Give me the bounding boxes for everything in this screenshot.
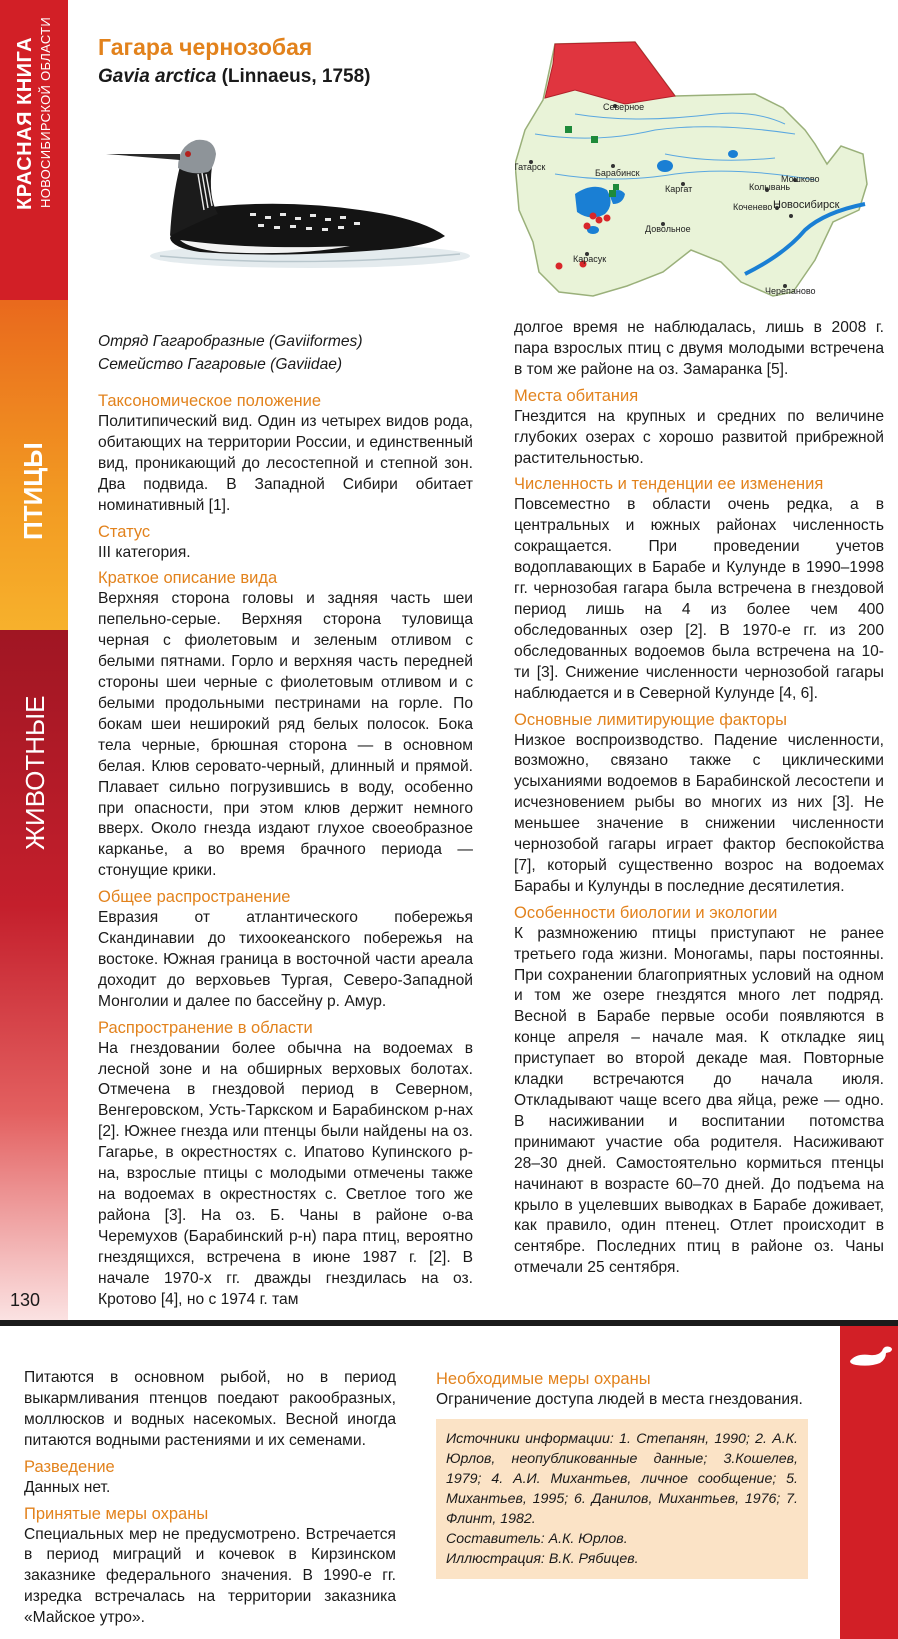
sources-illustration: Иллюстрация: В.К. Рябицев. [446,1550,639,1567]
sources-text: Источники информации: 1. Степанян, 1990; 2. А.К. Юрлов, неопубликованные данные; 3.Кошелев, 1979; 4. А.И. Михантьев, личное сообщение; 5. Михантьев, 1995; 6. Данилов, Михантьев, 1976; 7. Флинт, 1982. [446,1430,798,1527]
species-title: Гагара чернозобая [98,34,313,60]
heading-regional-range: Распространение в области [98,1018,313,1037]
map-label-barabinsk: Барабинск [595,168,640,178]
section-label-animals: ЖИВОТНЫЕ [20,695,50,850]
heading-taxonomic: Таксономическое положение [98,392,322,410]
heading-population: Численность и тенденции ее изменения [514,475,824,494]
book-region: НОВОСИБИРСКОЙ ОБЛАСТИ [38,17,53,208]
text-breeding: Данных нет. [24,1478,111,1496]
heading-general-range: Общее распространение [98,888,291,907]
text-limiting: Низкое воспроизводство. Падение численности, возможно, связано также с циклическими усыханиями водоемов в Барабинской лесостепи и исчезновением рыбы во многих из них [3]. Не меньшее значение в снижении численности чернозобой гагары играет фактор беспокойства [7], который существенно возрос на водоемах Барабы и Кулунды в последние десятилетия. [514,731,884,895]
taxon-family: Семейство Гагаровые (Gaviidae) [98,356,343,373]
heading-measures-needed: Необходимые меры охраны [436,1370,651,1388]
text-regional-range-continued: долгое время не наблюдалась, лишь в 2008 г. пара взрослых птиц с двумя молодыми встречена в том же районе на оз. Замаранка [5]. [514,319,884,378]
map-label-kochenevo: Коченево [733,202,773,212]
map-label-kolyvan: Колывань [749,182,791,192]
sources-box [436,1419,808,1579]
map-label-karasuk: Карасук [573,254,607,264]
left-column [98,330,473,1310]
bottom-left-column [24,1368,396,1629]
heading-description: Краткое описание вида [98,569,278,588]
heading-habitat: Места обитания [514,386,639,405]
text-measures-needed: Ограничение доступа людей в места гнездования. [436,1391,803,1408]
distribution-map [515,34,885,312]
loon-illustration [100,118,470,288]
heading-limiting: Основные лимитирующие факторы [514,710,787,729]
map-label-moshkovo: Мошково [781,174,820,184]
latin-name [98,66,370,88]
map-label-cherepanovo: Черепаново [765,286,816,296]
heading-breeding: Разведение [24,1457,115,1476]
latin-binomial: Gavia arctica [98,66,217,87]
text-feeding: Питаются в основном рыбой, но в период выкармливания птенцов поедают ракообразных, моллюсков и водных насекомых. Весной иногда питаются водными растениями и их семенами. [24,1369,396,1449]
duck-icon [848,1343,894,1374]
sources-compiler: Составитель: А.К. Юрлов. [446,1530,628,1547]
taxon-order: Отряд Гагаробразные (Gaviiformes) [98,333,363,350]
book-title: КРАСНАЯ КНИГА [14,36,36,210]
latin-author: (Linnaeus, 1758) [216,66,371,87]
bottom-right-column [436,1368,808,1579]
map-label-tatarsk: Татарск [515,162,546,172]
text-regional-range: На гнездовании более обычна на водоемах в лесной зоне и на обширных верховых болотах. Отмечена в гнездовой период в Северном, Венгеровском, Усть-Таркском и Барабинском р-нах [2]. Южнее гнезда или птенцы были найдены на оз. Гагарье, в окрестностях с. Ипатово Купинского р-на, взрослые птицы с молодыми отмечены также на водоемах в окрестностях с. Светлое того же района [3]. На оз. Б. Чаны в районе о-ва Черемухов (Барабинский р-н) пара птиц, вероятно гнездящихся, встречена в июне 1987 г. [2]. В начале 1970-х гг. дважды гнездилась на оз. Кротово [4], но с 1974 г. там [98,1039,473,1308]
heading-biology: Особенности биологии и экологии [514,903,778,922]
text-habitat: Гнездится на крупных и средних по величине глубоких озерах с хорошо развитой прибрежной растительностью. [514,407,884,467]
map-label-severnoe: Северное [603,102,645,112]
text-status: III категория. [98,543,191,561]
page-divider [0,1320,898,1326]
text-biology: К размножению птицы приступают не ранее третьего года жизни. Моногамы, пары постоянны. При сохранении благоприятных условий на одном и том же озере гнездятся много лет подряд. Весной в Барабе первые особи появляются в конце апреля – начале мая. К откладке яиц приступает во второй декаде мая. Повторные кладки встречаются до начала июля. Откладывают чаще всего два яйца, реже — одно. В насиживании и воспитании потомства принимают участие оба родителя. Насиживают 28–30 дней. Самостоятельно кормиться птенцы начинают в возрасте 60–70 дней. До подъема на крыло в уцелевших выводках в Барабе доживает, как правило, один птенец. Отлет происходит в сентябре. Последних птиц в районе оз. Чаны отмечали 25 сентября. [514,924,884,1277]
section-label-birds: ПТИЦЫ [18,442,48,540]
heading-measures-taken: Принятые меры охраны [24,1504,209,1523]
page-number: 130 [10,1290,41,1310]
heading-status: Статус [98,522,151,541]
text-general-range: Евразия от атлантического побережья Скандинавии до тихоокеанского побережья на востоке. Южная граница в восточной части ареала доходит до верховьев Тургая, Северо-Западной Монголии и далее по бассейну р. Амур. [98,909,473,1010]
text-taxonomic: Политипический вид. Один из четырех видов рода, обитающих на территории России, и единственный вид, проникающий до лесостепной и степной зон. Два подвида. В Западной Сибири обитает номинативный [1]. [98,413,473,514]
text-description: Верхняя сторона головы и задняя часть шеи пепельно-серые. Верхняя сторона туловища черная с фиолетовым и зеленым отливом с белыми пятнами. Горло и верхняя часть передней стороны шеи черные с фиолетовым отливом и с белыми продольными пестринами на горле. По бокам шеи неширокий ряд белых полосок. Бока тела черные, брюшная сторона — в основном белая. Клюв серовато-черный, длинный и прямой. Плавает сильно погрузившись в воду, особенно при опасности, при этом клюв держит немного вверх. Около гнезда издают глухое своеобразное карканье, а во время брачного периода — стонущие крики. [98,590,473,880]
map-label-kargat: Каргат [665,184,693,194]
right-column [514,318,884,1279]
map-label-novosibirsk: Новосибирск [773,199,840,211]
map-label-dovolnoe: Довольное [645,224,691,234]
text-population: Повсеместно в области очень редка, а в центральных и южных районах численность сокращается. При проведении учетов водоплавающих в Барабе и Кулунде в 1990–1998 гг. чернозобая гагара была встречена в гнездовой период лишь на 4 из более чем 400 обследованных озер [2]. В 1970-е гг. из 200 обследованных водоемов была встречена на 10-ти [3]. Снижение численности чернозобой гагары наблюдается и в Северной Кулунде [4, 6]. [514,496,884,702]
text-measures-taken: Специальных мер не предусмотрено. Встречается в период миграций и кочевок в Кирзинском заказнике федерального значения. В 1990-е гг. изредка встречалась на территории заказника «Майское утро». [24,1525,396,1627]
